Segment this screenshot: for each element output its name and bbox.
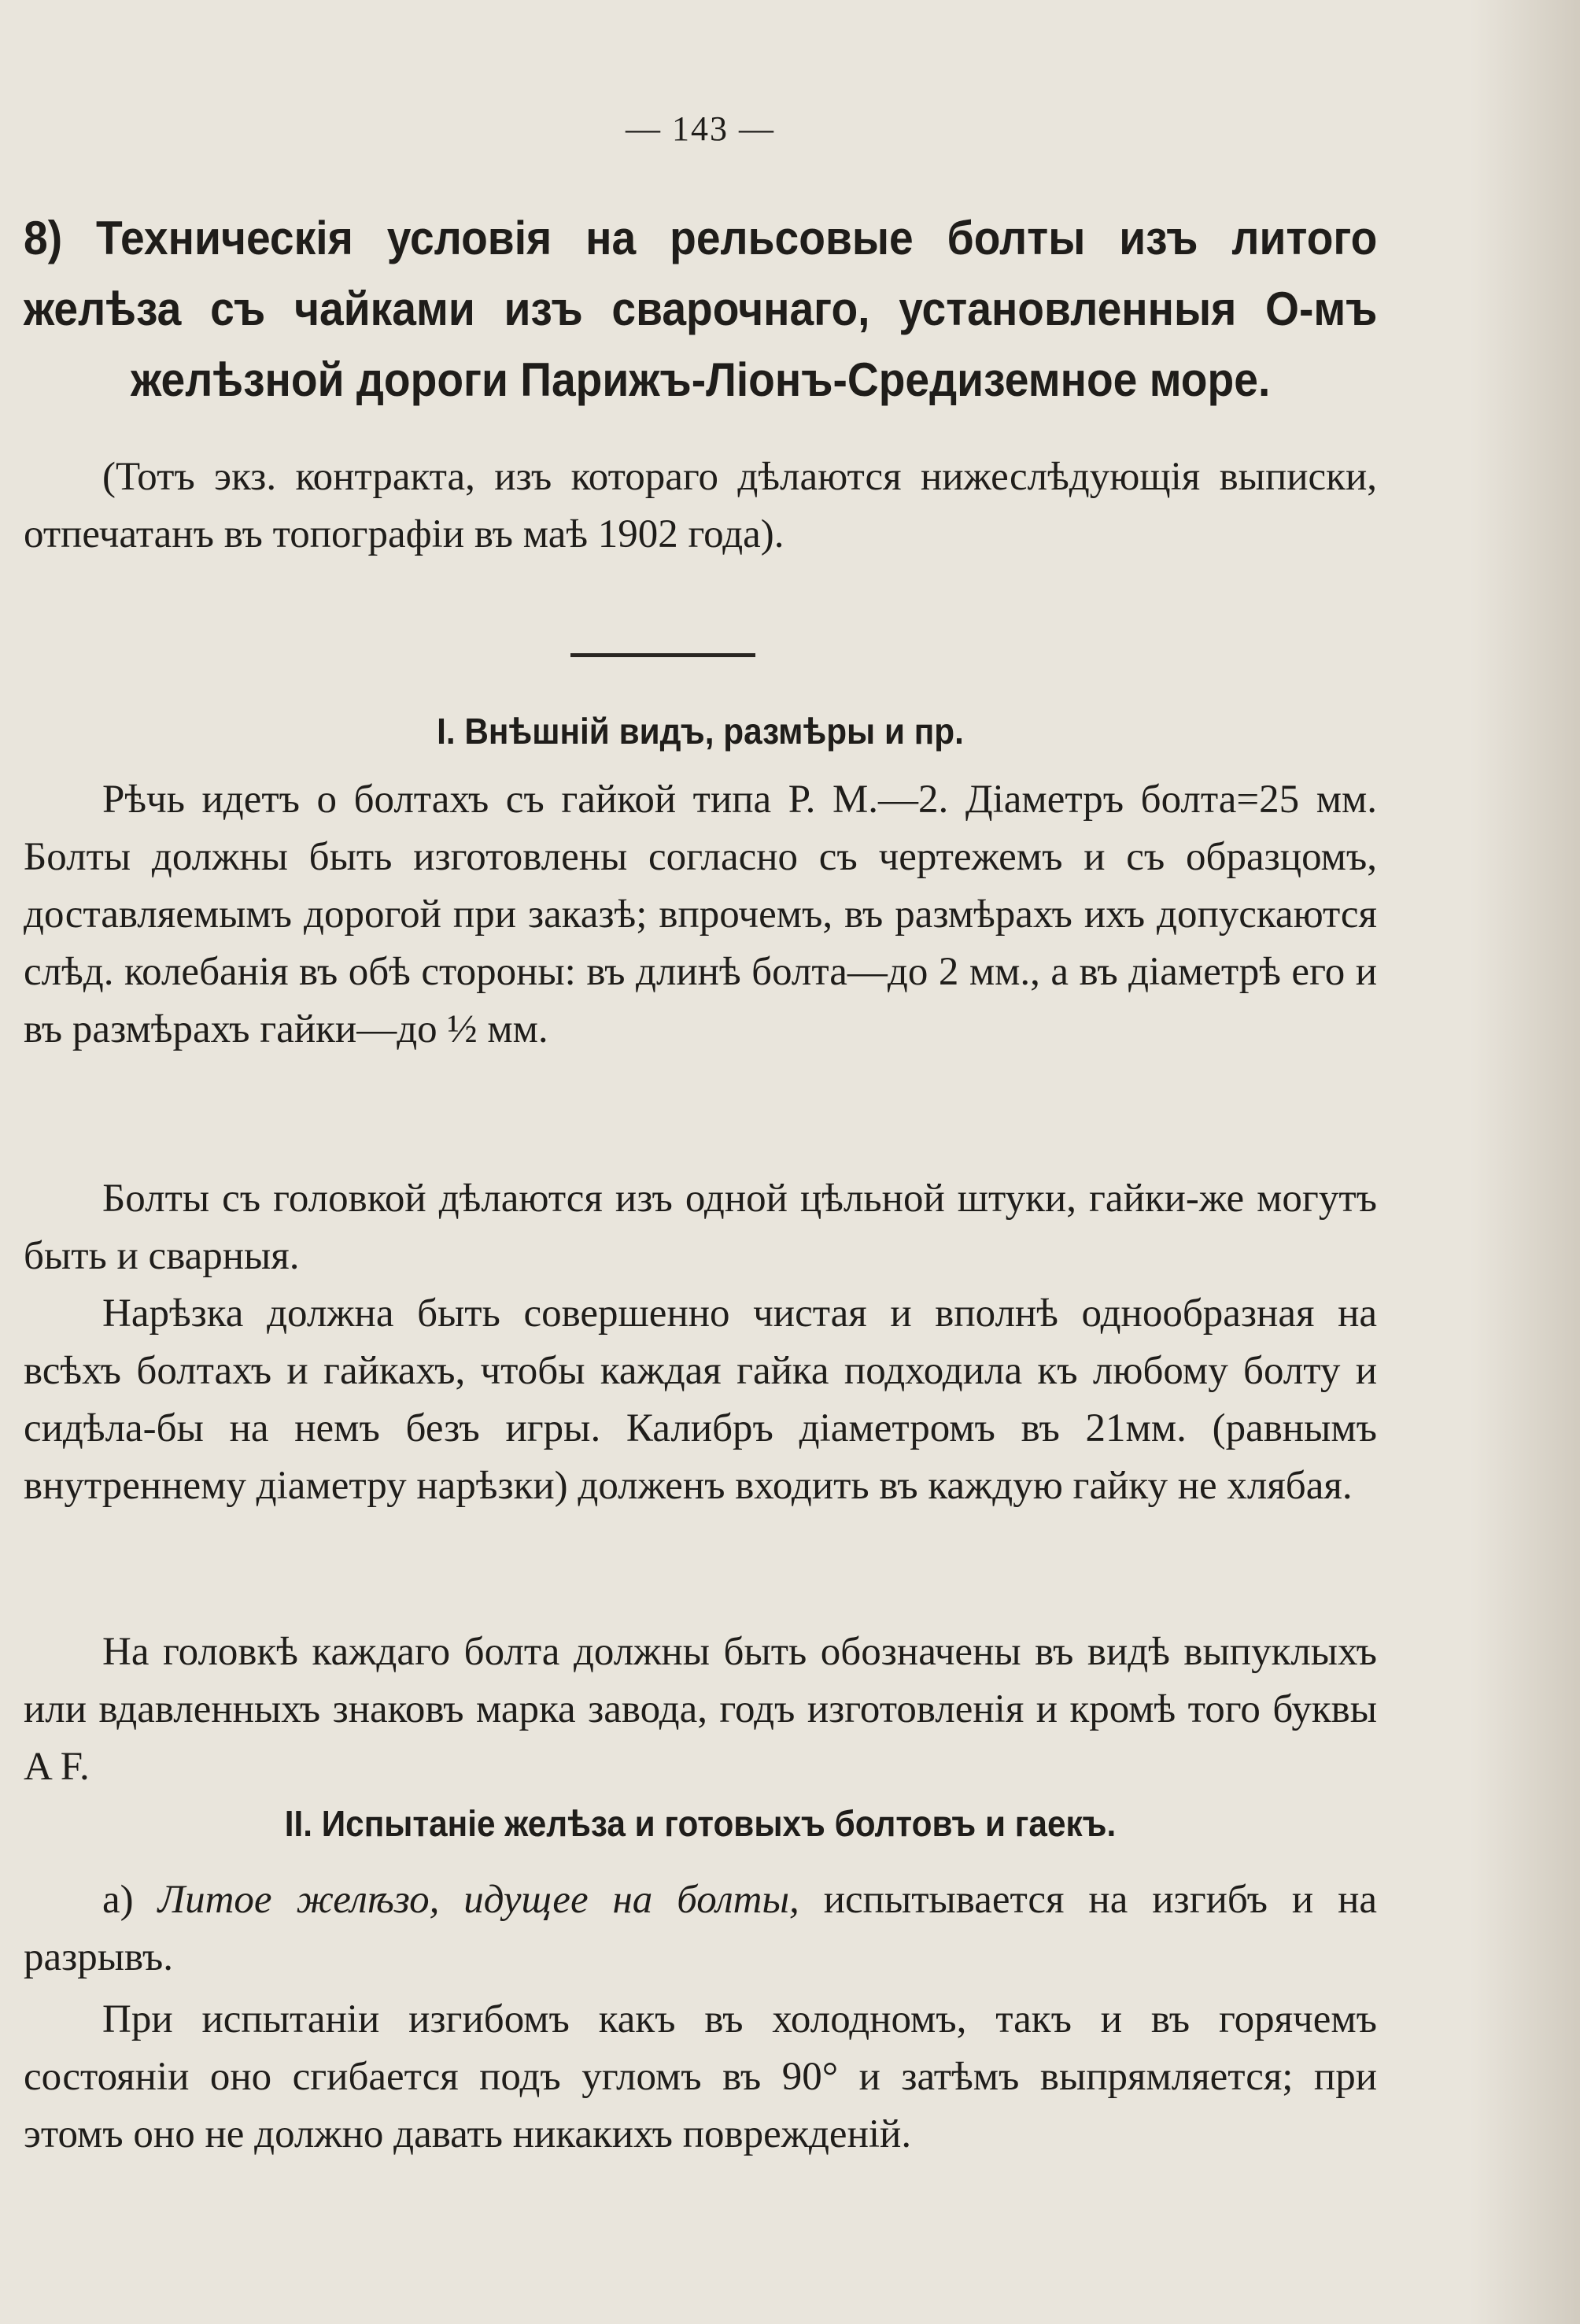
paragraph-text: испытывается на изгибъ и на разрывъ. bbox=[24, 1878, 1378, 1979]
paragraph-marking: На головкѣ каждаго болта должны быть обозначены въ видѣ выпуклыхъ или вдавленныхъ знаковъ марка завода, годъ изготовленія и кромѣ того буквы A F. bbox=[24, 1630, 1377, 1789]
item-label: а) bbox=[102, 1878, 134, 1922]
source-note: (Тотъ экз. контракта, изъ котораго дѣлаются нижеслѣдующія выписки, отпечатанъ въ топографіи въ маѣ 1902 года). bbox=[24, 455, 1377, 556]
paragraph-dimensions: Рѣчь идетъ о болтахъ съ гайкой типа Р. М.—2. Діаметръ болта=25 мм. Болты должны быть изготовлены согласно съ чертежемъ и съ образцомъ, доставляемымъ дорогой при заказѣ; впрочемъ, въ размѣрахъ ихъ допускаются слѣд. колебанія въ обѣ стороны: въ длинѣ болта—до 2 мм., а въ діаметрѣ его и въ размѣрахъ гайки—до ½ мм. bbox=[24, 778, 1377, 1051]
paragraph-thread: Нарѣзка должна быть совершенно чистая и вполнѣ однообразная на всѣхъ болтахъ и гайкахъ, чтобы каждая гайка подходила къ любому болту и сидѣла-бы на немъ безъ игры. Калибръ діаметромъ въ 21мм. (равнымъ внутреннему діаметру нарѣзки) долженъ входить въ каждую гайку не хлябая. bbox=[24, 1291, 1377, 1508]
paragraph-cast-iron bbox=[24, 1871, 1377, 1986]
paragraph-bolt-head: Болты съ головкой дѣлаются изъ одной цѣльной штуки, гайки-же могутъ быть и сварныя. bbox=[24, 1177, 1377, 1278]
section-heading-testing: II. Испытаніе желѣза и готовыхъ болтовъ и гаекъ. bbox=[284, 1803, 1117, 1844]
document-title: 8) Техническія условія на рельсовые болты изъ литого желѣза съ чайками изъ сварочнаго, установленныя О-мъ желѣзной дороги Парижъ-Ліонъ-Средиземное море. bbox=[24, 212, 1378, 406]
paragraph-bend-test: При испытаніи изгибомъ какъ въ холодномъ, такъ и въ горячемъ состояніи оно сгибается подъ угломъ въ 90° и затѣмъ выпрямляется; при этомъ оно не должно давать никакихъ поврежденій. bbox=[24, 1997, 1377, 2156]
italic-term: Литое желѣзо, идущее на болты, bbox=[157, 1878, 799, 1922]
divider-rule bbox=[570, 653, 755, 657]
page-number: — 143 — bbox=[626, 109, 775, 148]
section-heading-appearance: I. Внѣшній видъ, размѣры и пр. bbox=[437, 711, 964, 752]
page-shadow bbox=[1470, 0, 1580, 2324]
